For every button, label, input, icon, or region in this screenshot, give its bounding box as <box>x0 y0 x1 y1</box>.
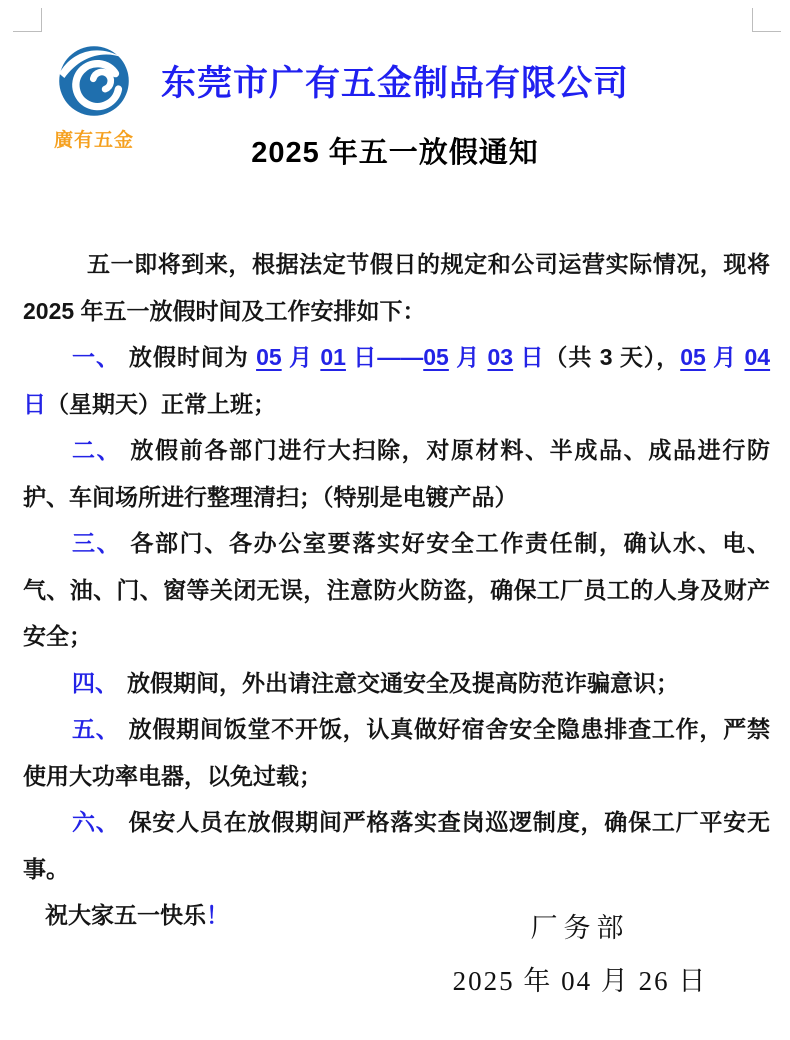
item-text-segment: 月 <box>281 344 321 370</box>
item-text-segment: 放假期间，外出请注意交通安全及提高防范诈骗意识； <box>127 669 679 696</box>
item-text-segment: 保安人员在放假期间严格落实查岗巡逻制度，确保工厂平安无事。 <box>23 809 771 882</box>
item-text-segment: 05 <box>680 344 706 370</box>
intro-paragraph: 五一即将到来，根据法定节假日的规定和公司运营实际情况，现将 2025 年五一放假时间及工作安排如下： <box>23 251 770 324</box>
item-text-segment: 日 <box>513 344 545 370</box>
item-text-segment: 日 <box>23 390 46 417</box>
signature-block <box>370 906 790 998</box>
item-text-segment: 日—— <box>345 344 424 370</box>
company-name-title: 东莞市广有五金制品有限公司 <box>160 64 629 103</box>
notice-item <box>23 334 770 427</box>
item-text-segment: 放假期间饭堂不开饭，认真做好宿舍安全隐患排查工作，严禁使用大功率电器，以免过载； <box>23 716 771 789</box>
notice-header <box>0 56 790 171</box>
item-text-segment: （共 3 天）， <box>544 344 681 370</box>
notice-item <box>23 660 770 707</box>
item-number: 五、 <box>72 716 120 742</box>
margin-crop-mark-top-right <box>752 8 781 32</box>
item-number: 一、 <box>72 344 120 370</box>
item-text-segment: 01 <box>320 344 346 370</box>
wish-exclamation: ！ <box>206 902 229 928</box>
item-number: 二、 <box>72 437 122 463</box>
logo-text: 廣有五金 <box>53 130 134 151</box>
notice-item <box>23 427 770 520</box>
notice-item <box>23 520 770 660</box>
notice-date: 2025 年 04 月 26 日 <box>452 966 708 996</box>
item-text-segment: 月 <box>705 344 745 370</box>
notice-item <box>23 799 770 892</box>
item-text-segment: 月 <box>448 344 488 370</box>
item-number: 三、 <box>72 530 122 556</box>
notice-item-list <box>23 334 770 892</box>
wish-text: 祝大家五一快乐 <box>45 902 206 928</box>
notice-body <box>23 241 770 939</box>
item-text-segment: （星期天）正常上班； <box>46 390 276 417</box>
department-name: 厂务部 <box>530 913 630 943</box>
notice-title: 2025 年五一放假通知 <box>251 137 539 169</box>
item-text-segment: 04 <box>744 344 771 370</box>
item-number: 四、 <box>72 669 118 696</box>
item-text-segment: 放假时间为 <box>128 344 257 370</box>
margin-crop-mark-top-left <box>13 8 42 32</box>
item-text-segment: 05 <box>423 344 449 370</box>
item-text-segment: 03 <box>487 344 514 370</box>
notice-item <box>23 706 770 799</box>
item-text-segment: 各部门、各办公室要落实好安全工作责任制，确认水、电、气、油、门、窗等关闭无误，注意防火防盗，确保工厂员工的人身及财产安全； <box>23 530 771 649</box>
item-text-segment: 05 <box>256 344 282 370</box>
item-number: 六、 <box>72 809 120 835</box>
item-text-segment: 放假前各部门进行大扫除，对原材料、半成品、成品进行防护、车间场所进行整理清扫；（特别是电镀产品） <box>23 437 771 510</box>
